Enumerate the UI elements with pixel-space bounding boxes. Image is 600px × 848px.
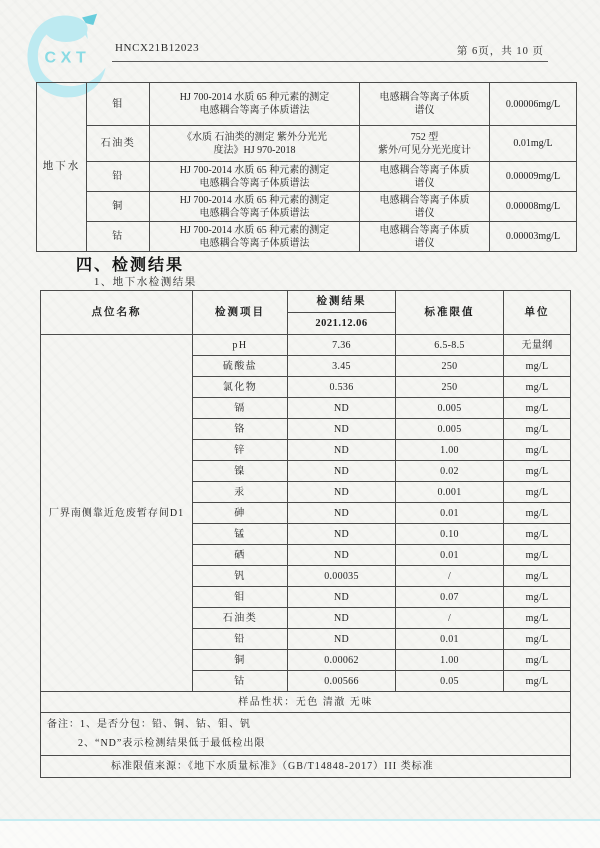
limit-cell: 250 bbox=[396, 356, 504, 377]
analyte-cell: 石油类 bbox=[87, 126, 150, 162]
note-1-text: 1、是否分包：铅、铜、钴、钼、钒 bbox=[80, 719, 251, 730]
note-line-1 bbox=[47, 715, 564, 734]
instrument-cell bbox=[360, 126, 490, 162]
header-site: 点位名称 bbox=[41, 291, 193, 335]
method-table-row bbox=[37, 222, 577, 252]
text-line: 谱仪 bbox=[414, 105, 435, 116]
limit-cell: 0.07 bbox=[396, 587, 504, 608]
text-line: 电感耦合等离子体质 bbox=[379, 164, 470, 176]
method-table-row bbox=[37, 83, 577, 126]
parameter-cell: 镍 bbox=[193, 461, 288, 482]
header-item: 检测项目 bbox=[193, 291, 288, 335]
unit-cell: mg/L bbox=[504, 440, 571, 461]
analyte-cell: 铜 bbox=[87, 192, 150, 222]
site-name-cell bbox=[41, 335, 193, 692]
text-line: 电感耦合等离子体质 bbox=[379, 92, 470, 103]
limit-cell: 1.00 bbox=[396, 650, 504, 671]
unit-cell: mg/L bbox=[504, 587, 571, 608]
parameter-cell: 镉 bbox=[193, 398, 288, 419]
limit-cell: 250 bbox=[396, 377, 504, 398]
detection-limit-cell: 0.01mg/L bbox=[490, 126, 577, 162]
parameter-cell: 锌 bbox=[193, 440, 288, 461]
limit-cell: 0.01 bbox=[396, 629, 504, 650]
limit-cell: 6.5-8.5 bbox=[396, 335, 504, 356]
header-date: 2021.12.06 bbox=[288, 313, 396, 335]
text-line: 度法》HJ 970-2018 bbox=[213, 144, 296, 156]
result-cell: ND bbox=[288, 545, 396, 566]
limit-source-cell: 标准限值来源：《地下水质量标准》（GB/T14848-2017）III 类标准 bbox=[41, 756, 571, 778]
text-line: 紫外/可见分光光度计 bbox=[378, 144, 471, 156]
analyte-cell: 钴 bbox=[87, 222, 150, 252]
logo-text: CXT bbox=[44, 49, 91, 67]
method-table-body bbox=[37, 83, 577, 252]
result-cell: ND bbox=[288, 629, 396, 650]
unit-cell: mg/L bbox=[504, 482, 571, 503]
result-cell: ND bbox=[288, 461, 396, 482]
instrument-cell bbox=[360, 162, 490, 192]
unit-cell: mg/L bbox=[504, 608, 571, 629]
limit-cell: 0.005 bbox=[396, 419, 504, 440]
text-line: 谱仪 bbox=[414, 177, 435, 189]
result-cell: ND bbox=[288, 419, 396, 440]
page-indicator: 第 6页，共 10 页 bbox=[456, 46, 544, 57]
text-line: 电感耦合等离子体质 bbox=[379, 224, 470, 236]
detection-limit-cell: 0.00008mg/L bbox=[490, 192, 577, 222]
parameter-cell: 铬 bbox=[193, 419, 288, 440]
text-line: HJ 700-2014 水质 65 种元素的测定 bbox=[179, 164, 330, 176]
unit-cell: mg/L bbox=[504, 419, 571, 440]
unit-cell: mg/L bbox=[504, 377, 571, 398]
sample-type-cell: 地下水 bbox=[37, 83, 87, 252]
instrument-cell bbox=[360, 83, 490, 126]
parameter-cell: 锰 bbox=[193, 524, 288, 545]
note-line-2: 2、“ND”表示检测结果低于最低检出限 bbox=[78, 738, 266, 749]
result-cell: ND bbox=[288, 524, 396, 545]
method-cell bbox=[150, 192, 360, 222]
result-cell: 0.00566 bbox=[288, 671, 396, 692]
unit-cell: mg/L bbox=[504, 629, 571, 650]
site-code: D1 bbox=[169, 507, 185, 519]
method-cell bbox=[150, 83, 360, 126]
limit-cell: 0.02 bbox=[396, 461, 504, 482]
unit-cell: mg/L bbox=[504, 356, 571, 377]
unit-cell: mg/L bbox=[504, 566, 571, 587]
unit-cell: 无量纲 bbox=[504, 335, 571, 356]
method-table-row bbox=[37, 192, 577, 222]
parameter-cell: 砷 bbox=[193, 503, 288, 524]
parameter-cell: 铅 bbox=[193, 629, 288, 650]
analyte-cell: 钼 bbox=[87, 83, 150, 126]
text-line: 电感耦合等离子体质谱法 bbox=[199, 177, 310, 189]
result-cell: ND bbox=[288, 398, 396, 419]
unit-cell: mg/L bbox=[504, 524, 571, 545]
result-cell: ND bbox=[288, 440, 396, 461]
unit-cell: mg/L bbox=[504, 545, 571, 566]
text-line: 电感耦合等离子体质谱法 bbox=[199, 105, 310, 116]
header-unit: 单位 bbox=[504, 291, 571, 335]
limit-cell: 0.005 bbox=[396, 398, 504, 419]
analyte-cell: 铅 bbox=[87, 162, 150, 192]
detection-limit-cell: 0.00003mg/L bbox=[490, 222, 577, 252]
text-line: 谱仪 bbox=[414, 237, 435, 249]
text-line: 谱仪 bbox=[414, 207, 435, 219]
method-cell bbox=[150, 162, 360, 192]
section-title: 四、检测结果 bbox=[76, 257, 185, 274]
header-result: 检测结果 bbox=[288, 291, 396, 313]
unit-cell: mg/L bbox=[504, 671, 571, 692]
text-line: 电感耦合等离子体质谱法 bbox=[199, 237, 310, 249]
parameter-cell: 石油类 bbox=[193, 608, 288, 629]
unit-cell: mg/L bbox=[504, 398, 571, 419]
notes-cell bbox=[41, 713, 571, 756]
results-header-row bbox=[41, 291, 571, 313]
limit-cell: / bbox=[396, 566, 504, 587]
limit-cell: 0.05 bbox=[396, 671, 504, 692]
result-cell: 0.00062 bbox=[288, 650, 396, 671]
sample-character-row bbox=[41, 692, 571, 713]
limit-cell: 0.001 bbox=[396, 482, 504, 503]
limit-source-row bbox=[41, 756, 571, 778]
method-cell bbox=[150, 222, 360, 252]
unit-cell: mg/L bbox=[504, 503, 571, 524]
parameter-cell: 铜 bbox=[193, 650, 288, 671]
header-limit: 标准限值 bbox=[396, 291, 504, 335]
method-table-row bbox=[37, 126, 577, 162]
result-cell: 0.536 bbox=[288, 377, 396, 398]
parameter-cell: 汞 bbox=[193, 482, 288, 503]
unit-cell: mg/L bbox=[504, 461, 571, 482]
notes-row bbox=[41, 713, 571, 756]
text-line: 752 型 bbox=[410, 131, 439, 143]
text-line: 电感耦合等离子体质谱法 bbox=[199, 207, 310, 219]
document-number: HNCX21B12023 bbox=[115, 42, 200, 54]
notes-label: 备注： bbox=[47, 719, 80, 730]
site-name: 厂界南侧靠近危废暂存间 bbox=[48, 507, 170, 519]
limit-cell: 0.01 bbox=[396, 545, 504, 566]
parameter-cell: 氯化物 bbox=[193, 377, 288, 398]
parameter-cell: 硒 bbox=[193, 545, 288, 566]
result-cell: ND bbox=[288, 503, 396, 524]
sample-character-cell: 样品性状：无色 清澈 无味 bbox=[41, 692, 571, 713]
section-subtitle: 1、地下水检测结果 bbox=[94, 277, 197, 288]
result-cell: ND bbox=[288, 608, 396, 629]
limit-cell: / bbox=[396, 608, 504, 629]
result-cell: 0.00035 bbox=[288, 566, 396, 587]
text-line: HJ 700-2014 水质 65 种元素的测定 bbox=[179, 92, 330, 103]
limit-cell: 0.10 bbox=[396, 524, 504, 545]
parameter-cell: 钒 bbox=[193, 566, 288, 587]
results-table-body bbox=[41, 335, 571, 692]
result-cell: ND bbox=[288, 587, 396, 608]
header-rule bbox=[112, 61, 548, 62]
unit-cell: mg/L bbox=[504, 650, 571, 671]
result-row bbox=[41, 335, 571, 356]
parameter-cell: 钼 bbox=[193, 587, 288, 608]
result-cell: 3.45 bbox=[288, 356, 396, 377]
detection-limit-cell: 0.00006mg/L bbox=[490, 83, 577, 126]
parameter-cell: 硫酸盐 bbox=[193, 356, 288, 377]
text-line: HJ 700-2014 水质 65 种元素的测定 bbox=[179, 224, 330, 236]
parameter-cell: pH bbox=[193, 335, 288, 356]
instrument-cell bbox=[360, 222, 490, 252]
method-cell bbox=[150, 126, 360, 162]
footer-band bbox=[0, 821, 600, 848]
limit-cell: 0.01 bbox=[396, 503, 504, 524]
instrument-cell bbox=[360, 192, 490, 222]
method-table-row bbox=[37, 162, 577, 192]
text-line: HJ 700-2014 水质 65 种元素的测定 bbox=[179, 194, 330, 206]
result-cell: 7.36 bbox=[288, 335, 396, 356]
detection-limit-cell: 0.00009mg/L bbox=[490, 162, 577, 192]
limit-cell: 1.00 bbox=[396, 440, 504, 461]
method-table bbox=[36, 82, 577, 252]
results-table bbox=[40, 290, 571, 778]
text-line: 电感耦合等离子体质 bbox=[379, 194, 470, 206]
parameter-cell: 钴 bbox=[193, 671, 288, 692]
text-line: 《水质 石油类的测定 紫外分光光 bbox=[182, 131, 327, 143]
result-cell: ND bbox=[288, 482, 396, 503]
